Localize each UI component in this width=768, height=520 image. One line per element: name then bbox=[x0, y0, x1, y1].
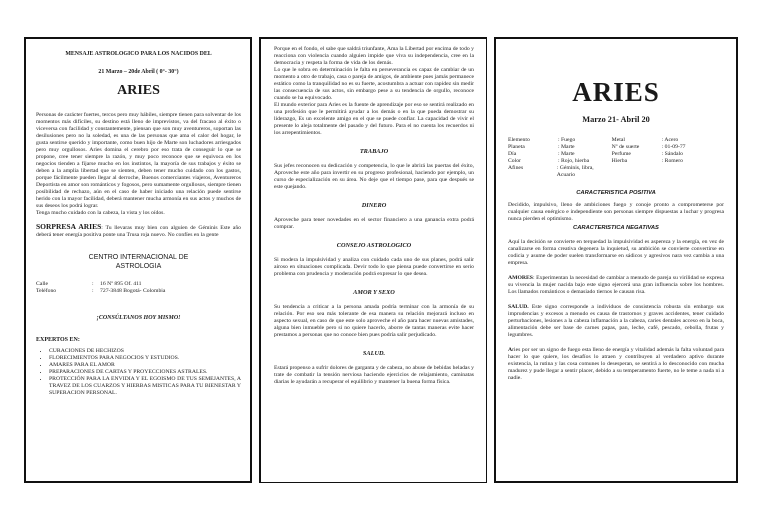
salud-paragraph bbox=[508, 304, 724, 339]
attribute-row bbox=[508, 158, 612, 165]
attribute-row bbox=[508, 137, 612, 144]
positive-traits-text: Decidido, impulsivo, lleno de ambiciones fuego y conoje pronto a comprometerse por cualquier causa enérgico e independiente son personas siempre dispuestas a luchar y progresa nunca pierden el optimismo. bbox=[508, 202, 724, 222]
section-title-amor: AMOR Y SEXO bbox=[353, 289, 395, 296]
contact-row bbox=[36, 281, 241, 288]
section-text-dinero: Aproveche para tener novedades en el sector financiero a una ganancia extra podrá comprar. bbox=[274, 217, 474, 230]
panel3-title: ARIES bbox=[572, 77, 660, 107]
attribute-row bbox=[508, 144, 612, 151]
list-item: • CURACIONES DE HECHIZOS bbox=[49, 348, 241, 355]
contact-value: 727-3848 Bogotá- Colombia bbox=[100, 288, 166, 294]
brochure-panel-right bbox=[494, 37, 738, 483]
contact-label: Teléfono bbox=[36, 288, 57, 294]
attributes-left bbox=[508, 137, 612, 179]
sorpresa-text: : Tu llevaras muy bien con alguien de Géminis Este año deberá tener energía positiva ponte una Trusa roja nuevo. No confíes en la gente bbox=[36, 225, 242, 238]
attribute-label: Metal bbox=[611, 137, 625, 143]
attribute-value: : Géminis, libra, Acuario bbox=[556, 165, 594, 178]
attribute-value: : Romero bbox=[661, 158, 683, 164]
panel2-intro: El mundo exterior para Aries es la fuente de aprendizaje por eso se sentirá realizado en una profesión que le permitirá ayudar a los demás o en la que pueda demostrar su liderazgo, Es un excelente amigo en el que se puede confiar. La capacidad de vivir el presente lo aleja totalmente del pasado y del futuro. Para el no cuenta los recuerdos ni los arrepentimientos. bbox=[274, 102, 474, 136]
list-item: • AMARES PARA EL AMOR bbox=[49, 362, 241, 369]
section-text-consejo: Si modera la impulsividad y analiza con cuidado cada uno de sus planes, podrá salir airoso en situaciones complicada. Devir todo lo que piensa puede convertirse en serio problema con prudencia y moderación podrá expresar lo que desea. bbox=[274, 257, 474, 277]
panel1-body: Personas de carácter fuertes, tercos pero muy hábiles, siempre tienen para solventar de los momentos más difíciles, su destino está lleno de imprevistos, va del fracaso al éxito o viceversa con facilidad y constantemente, piensan que son muy aventureros, soportan las desilusiones pero no la soledad, es una de las personas que ama el calor del hogar, le gusta sentirse querido y importante, como buen hijo de Marte son luchadores arriesgados pero muy orgullosos. Aries domina el cerebro por eso trata de conseguir lo que se propone, cree tener siempre la razón, y muy poco reconoce que se equivoca en los negocios tienden a fijarse mucho en los instintos, la mayoría de sus trabajos y éxito se deben a la amplia libertad que se sienten, deben tener mucho cuidado con los gastos, porque fácilmente pueden llegar al derroche, Buenos comerciantes viajeros, Aventureros Deportista en amor son románticos y fogosos, pero sumamente orgullosos, siempre tienen posibilidad de rechazo, aún en el caso de haber iniciado una relación puede sentirse herido con la mayor facilidad, deberá mantener mucha armonía en sus actos y muchos de sus deseos los podrá lograr. bbox=[36, 112, 241, 209]
panel1-body-end: Tenga mucho cuidado con la cabeza, la vista y los oídos. bbox=[36, 210, 165, 216]
attribute-label: Color bbox=[508, 158, 521, 164]
panel3-date-range: Marzo 21- Abril 20 bbox=[582, 115, 650, 124]
closing-paragraph bbox=[508, 347, 724, 382]
attribute-row bbox=[508, 165, 612, 179]
panel2-intro: Porque en el fondo, el sabe que saldrá triunfante, Ama la Libertad por encima de todo y reacciona con violencia cuando alguien impide que viva su independencia, cree en la democracia y respeta la forma de vida de los demás. bbox=[274, 46, 474, 66]
section-text-salud: Estará propenso a sufrir dolores de garganta y de cabeza, no abuse de bebidas heladas y trate de combatir la tensión nerviosa haciendo ejercicios de relajamiento, caminatas diarias le ayudarán a recuperar el equilibrio y mantener la buena forma física. bbox=[274, 365, 474, 385]
attributes-right bbox=[612, 137, 724, 179]
amores-text: : Experimentan la necesidad de cambiar a menudo de pareja su virilidad se expresa su vivencia la mujer nacida bajo este signo ejercerá una gran influencia sobre los hombres. Los llamados románticos o demasiado tiernos le causan risa. bbox=[508, 275, 724, 295]
attribute-value: : 01-09-77 bbox=[661, 144, 686, 150]
panel1-title: ARIES bbox=[117, 83, 160, 98]
attribute-label: Perfume bbox=[611, 151, 631, 157]
expertos-list bbox=[36, 348, 241, 397]
attribute-label: Hierba bbox=[611, 158, 628, 164]
contact-row bbox=[36, 288, 241, 295]
contact-colon: : bbox=[92, 288, 94, 294]
brochure-panel-left bbox=[24, 37, 252, 483]
salud-text: Este signo corresponde a individuos de consistencia robusta sin embargo sus imprudencias y excesos a menudo es causa de trastornos y graves accidentes, tener cuidado perturbaciones, lesiones a la cabeza inflamación a la cabeza, caries dentales acceso en la boca, alimentación debe ser base de carnes papas, pan, leche, café, pescado, cebolla, frutas y legumbres. bbox=[508, 304, 724, 338]
attribute-row bbox=[612, 151, 724, 158]
list-item: • PREPARACIONES DE CARTAS Y PROYECCIONES ASTRALES. bbox=[49, 369, 241, 376]
brochure-panel-middle bbox=[259, 37, 487, 483]
panel1-heading: MENSAJE ASTROLOGICO PARA LOS NACIDOS DEL bbox=[65, 51, 212, 57]
sorpresa-label: SORPRESA ARIES bbox=[36, 222, 102, 231]
contact-colon: : bbox=[92, 281, 94, 287]
consult-callout: ¡CONSÚLTANOS HOY MISMO! bbox=[96, 315, 181, 321]
attribute-row bbox=[612, 144, 724, 151]
attribute-value: : Rojo, hierba bbox=[558, 158, 590, 164]
attribute-label: Planeta bbox=[508, 144, 525, 150]
section-title-salud: SALUD. bbox=[362, 350, 386, 357]
contact-label: Calle bbox=[36, 281, 49, 287]
attribute-label: Elemento bbox=[508, 137, 530, 143]
expertos-heading: EXPERTOS EN: bbox=[36, 337, 80, 343]
attribute-value: : Marte bbox=[558, 151, 575, 157]
negative-traits-text: Aquí la decisión se convierte en terquedad la impulsividad es aspereza y la energía, en vez de canalizarse en forma creativa degenera la inquietud, su ambición se convierte convertirse en codicia y asume de poder suelen transformarse en sádicos y agresivos nara vez cambia a una empresa. bbox=[508, 239, 724, 266]
section-title-trabajo: TRABAJO bbox=[359, 148, 389, 155]
panel2-intro: Lo que le sobra en determinación le falta en perseverancia es capaz de cambiar de un momento a otro de trabajo, casa o pareja de amigos, de ambiente pues jamás permanece estático como la tranquilidad no es su fuerte, acostumbra a actuar con rapidez sin medir las consecuencia de sus actos, sin embargo pese a su tendencia de orgullo, reconoce cuando se ha equivocado. bbox=[274, 67, 474, 101]
attribute-value: : Sándalo bbox=[661, 151, 683, 157]
list-item: • FLORECIMIENTOS PARA NEGOCIOS Y ESTUDIOS. bbox=[49, 355, 241, 362]
centro-line2: ASTROLOGIA bbox=[115, 263, 162, 270]
list-item: • PROTECCIÓN PARA LA ENVIDIA Y EL EGOISMO DE TUS SEMEJANTES, A TRAVEZ DE LOS CUARZOS Y HIERBAS MISTICAS PARA TU BIENESTAR Y SUPERACION PERSONAL. bbox=[49, 376, 241, 397]
section-text-amor: Su tendencia a criticar a la persona amada podría terminar con la armonía de su relación. Por eso sea más tolerante de esa manera su relación mejorará incluso en aspecto sexual, en caso de que este solo aproveche el año para hacer nuevas amistades, alguna bien inmueble pero si no quiere hacerlo, aborre de tantas maneras evite hacer prestamos a personas que no conoce bien pues podría salir perjudicado. bbox=[274, 304, 474, 338]
panel1-date-range: 21 Marzo – 20de Abril ( 0°- 30°) bbox=[98, 69, 179, 75]
section-title-consejo: CONSEJO ASTROLOGICO bbox=[336, 242, 412, 249]
centro-heading bbox=[36, 253, 241, 271]
centro-line1: CENTRO INTERNACIONAL DE bbox=[88, 254, 189, 261]
attribute-value: : Marte bbox=[558, 144, 575, 150]
sorpresa-paragraph bbox=[36, 223, 241, 239]
contact-value: 16 Nº 895 Of. 411 bbox=[100, 281, 142, 287]
section-title-dinero: DINERO bbox=[361, 202, 387, 209]
closing-text: ries por ser un signo de fuego esta lleno de energía y vitalidad además la falta voluntad para hacer lo que quiere, los desafíos lo atraen y contribuyen al verdadero aptivo durante existencia, la rutina y las cosa comunes lo desesperan, se sentirá a lo desconocido con mucha madurez y pude llegar a sentir placer, debido a su temperamento fuerte, no le teme a nada ni a nadie. bbox=[508, 347, 724, 381]
attribute-row bbox=[508, 151, 612, 158]
positive-traits-title: CARACTERISTICA POSITIVA bbox=[576, 190, 656, 196]
attribute-row bbox=[612, 158, 724, 165]
attribute-label: Día bbox=[508, 151, 517, 157]
amores-label: AMORES bbox=[508, 275, 533, 281]
negative-traits-title: CARACTERISTICA NEGATIVAS bbox=[573, 225, 659, 231]
attribute-value: : Acero bbox=[661, 137, 679, 143]
attribute-label: Nº de suerte bbox=[611, 144, 640, 150]
sign-attributes bbox=[508, 137, 724, 179]
attribute-label: Afines bbox=[508, 165, 524, 171]
section-text-trabajo: Sus jefes reconocen su dedicación y competencia, lo que le abrirá las puertas del éxito, Aproveche este año para invertir en su progreso profesional, haciendo por ejemplo, un curso de especialización en su área. No deje que el tiempo pase, para que después se este quejando. bbox=[274, 163, 474, 190]
contact-block bbox=[36, 281, 241, 295]
attribute-row bbox=[612, 137, 724, 144]
amores-paragraph bbox=[508, 275, 724, 296]
salud-label: SALUD. bbox=[508, 304, 529, 310]
attribute-value: : Fuego bbox=[558, 137, 576, 143]
closing-initial: A bbox=[508, 347, 513, 353]
